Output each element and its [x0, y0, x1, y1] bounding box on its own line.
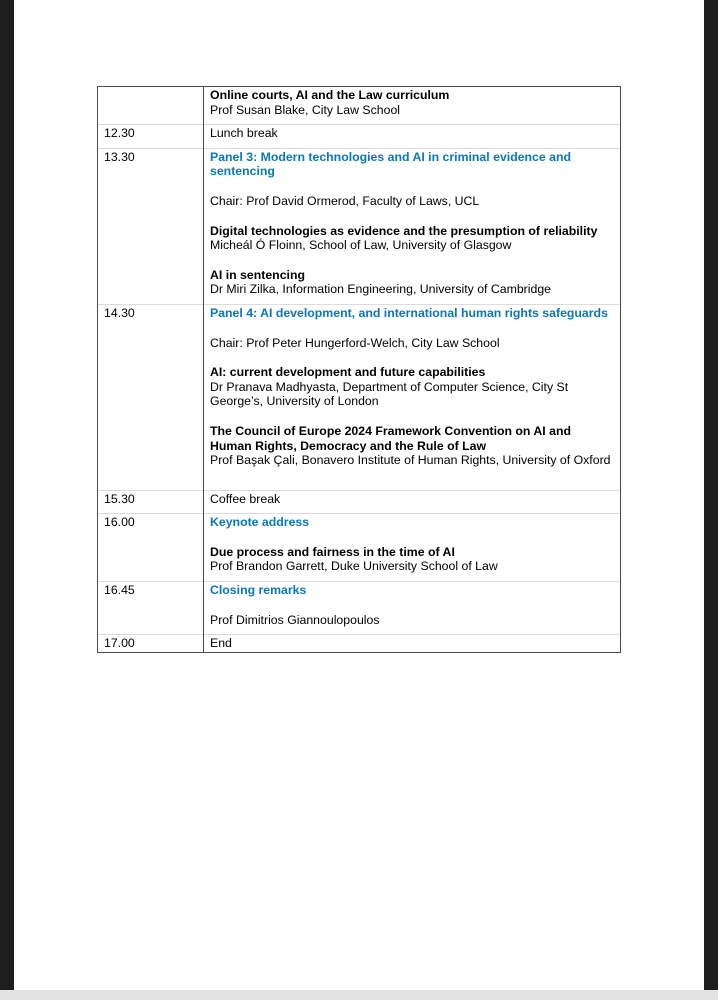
schedule-table [97, 86, 621, 653]
keynote-heading: Keynote address [210, 515, 310, 530]
session-cell [204, 87, 621, 125]
time-cell: 15.30 [98, 490, 204, 514]
time-cell: 13.30 [98, 148, 204, 304]
time-cell: 16.45 [98, 582, 204, 635]
speaker: Prof Başak Çali, Bonavero Institute of Human Rights, University of Oxford [210, 453, 611, 468]
table-row [98, 490, 621, 514]
table-row [98, 514, 621, 582]
speaker: Prof Susan Blake, City Law School [210, 102, 401, 117]
session-cell [204, 304, 621, 490]
session-cell [204, 635, 621, 653]
speaker: Dr Pranava Madhyasta, Department of Computer Science, City St George’s, University of London [210, 379, 569, 409]
time-cell: 16.00 [98, 514, 204, 582]
talk-title: AI in sentencing [210, 267, 305, 282]
talk-title: The Council of Europe 2024 Framework Convention on AI and Human Rights, Democracy and the Rule of Law [210, 423, 571, 453]
table-row [98, 148, 621, 304]
table-row [98, 87, 621, 125]
talk-title: Online courts, AI and the Law curriculum [210, 88, 450, 102]
viewer-bottom-bar [0, 990, 718, 1000]
session-cell [204, 125, 621, 149]
panel-title: Panel 3: Modern technologies and AI in criminal evidence and sentencing [210, 149, 572, 179]
time-cell: 17.00 [98, 635, 204, 653]
talk-title: Due process and fairness in the time of AI [210, 544, 455, 559]
session-text: Lunch break [210, 126, 278, 141]
session-text: Coffee break [210, 491, 281, 506]
time-cell: 12.30 [98, 125, 204, 149]
panel-title: Panel 4: AI development, and international human rights safeguards [210, 305, 608, 320]
talk-title: AI: current development and future capabilities [210, 365, 486, 380]
speaker: Dr Miri Zilka, Information Engineering, University of Cambridge [210, 282, 552, 297]
session-cell [204, 514, 621, 582]
table-row [98, 635, 621, 653]
document-page [14, 0, 704, 990]
closing-heading: Closing remarks [210, 583, 307, 598]
speaker: Prof Dimitrios Giannoulopoulos [210, 612, 380, 627]
speaker: Micheál Ó Floinn, School of Law, University of Glasgow [210, 238, 512, 253]
session-cell [204, 490, 621, 514]
speaker: Prof Brandon Garrett, Duke University School of Law [210, 559, 498, 574]
table-row [98, 125, 621, 149]
table-row [98, 304, 621, 490]
time-cell [98, 87, 204, 125]
talk-title: Digital technologies as evidence and the presumption of reliability [210, 223, 598, 238]
session-cell [204, 148, 621, 304]
session-cell [204, 582, 621, 635]
session-text: End [210, 636, 232, 651]
chair: Chair: Prof Peter Hungerford-Welch, City Law School [210, 335, 500, 350]
chair: Chair: Prof David Ormerod, Faculty of Laws, UCL [210, 193, 480, 208]
time-cell: 14.30 [98, 304, 204, 490]
table-row [98, 582, 621, 635]
